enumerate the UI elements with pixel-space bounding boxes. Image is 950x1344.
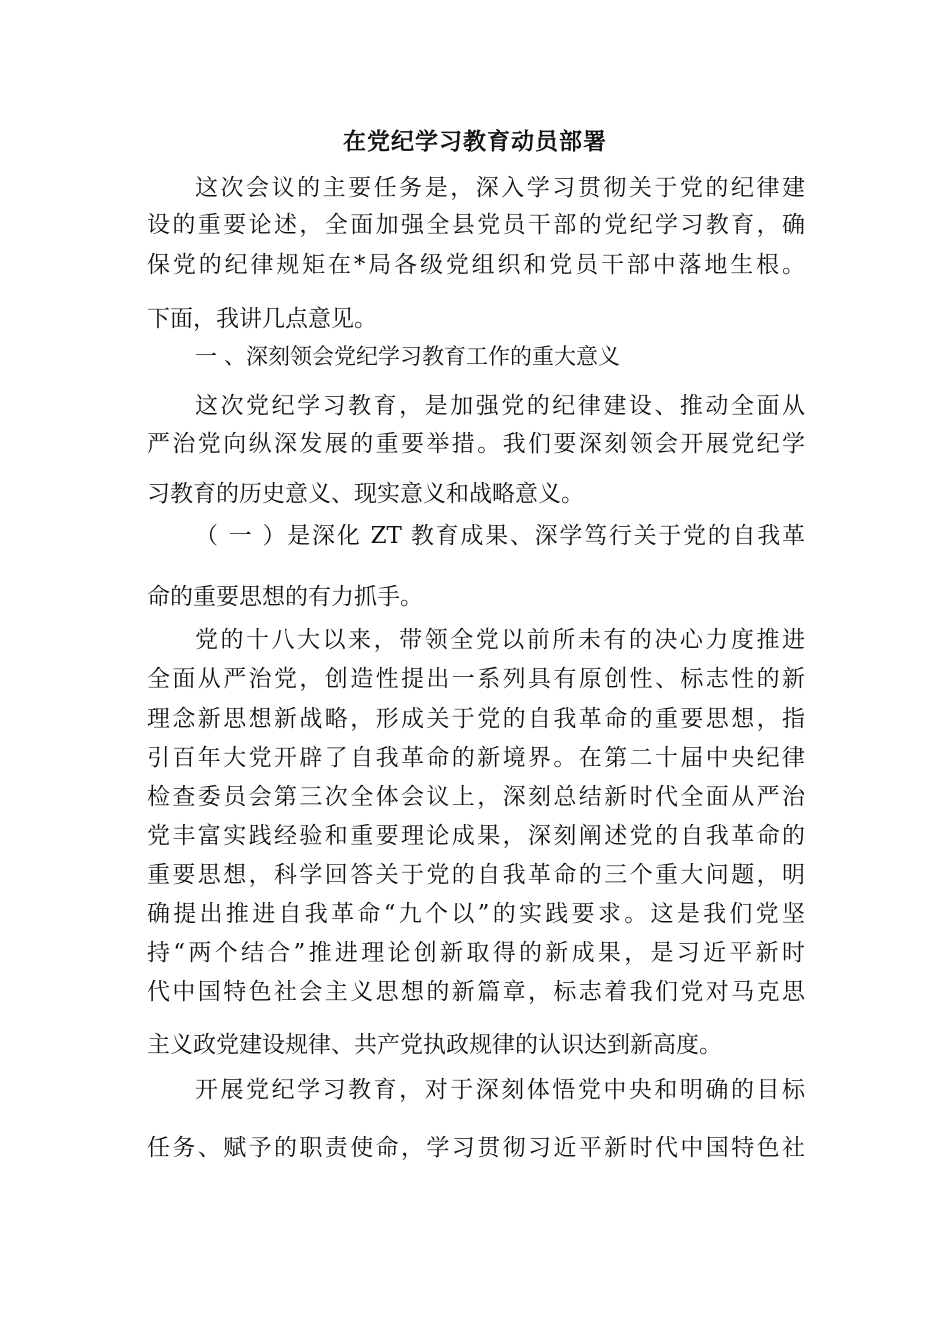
paragraph-line: 下面，我讲几点意见。 [147, 306, 377, 332]
paragraph-line: 检查委员会第三次全体会议上，深刻总结新时代全面从严治 [147, 784, 805, 810]
document-title: 在党纪学习教育动员部署 [343, 128, 607, 155]
paragraph-line: 这次会议的主要任务是，深入学习贯彻关于党的纪律建 [195, 175, 805, 201]
paragraph-line: 开展党纪学习教育，对于深刻体悟党中央和明确的目标 [195, 1077, 805, 1103]
paragraph-line: 党丰富实践经验和重要理论成果，深刻阐述党的自我革命的 [147, 823, 805, 849]
paragraph-line: 这次党纪学习教育，是加强党的纪律建设、推动全面从 [195, 393, 805, 419]
paragraph-line: 习教育的历史意义、现实意义和战略意义。 [147, 481, 584, 507]
paragraph-line: 保党的纪律规矩在*局各级党组织和党员干部中落地生根。 [147, 252, 805, 278]
paragraph-line: 设的重要论述，全面加强全县党员干部的党纪学习教育，确 [147, 212, 805, 238]
paragraph-line: 确提出推进自我革命“九个以”的实践要求。这是我们党坚 [147, 901, 805, 927]
paragraph-line: 任务、赋予的职责使命，学习贯彻习近平新时代中国特色社 [147, 1135, 805, 1161]
paragraph-line: 持“两个结合”推进理论创新取得的新成果，是习近平新时 [147, 940, 805, 966]
paragraph-line: 理念新思想新战略，形成关于党的自我革命的重要思想，指 [147, 706, 805, 732]
paragraph-line: 主义政党建设规律、共产党执政规律的认识达到新高度。 [147, 1032, 722, 1058]
paragraph-line: 严治党向纵深发展的重要举措。我们要深刻领会开展党纪学 [147, 431, 805, 457]
subsection-heading-line: 命的重要思想的有力抓手。 [147, 584, 423, 610]
subsection-heading-line: （ 一 ）是深化 ZT 教育成果、深学笃行关于党的自我革 [195, 523, 805, 549]
paragraph-line: 代中国特色社会主义思想的新篇章，标志着我们党对马克思 [147, 979, 805, 1005]
section-heading: 一 、深刻领会党纪学习教育工作的重大意义 [195, 345, 620, 370]
paragraph-line: 党的十八大以来，带领全党以前所未有的决心力度推进 [195, 627, 805, 653]
paragraph-line: 全面从严治党，创造性提出一系列具有原创性、标志性的新 [147, 666, 805, 692]
paragraph-line: 引百年大党开辟了自我革命的新境界。在第二十届中央纪律 [147, 745, 805, 771]
paragraph-line: 重要思想，科学回答关于党的自我革命的三个重大问题，明 [147, 862, 805, 888]
